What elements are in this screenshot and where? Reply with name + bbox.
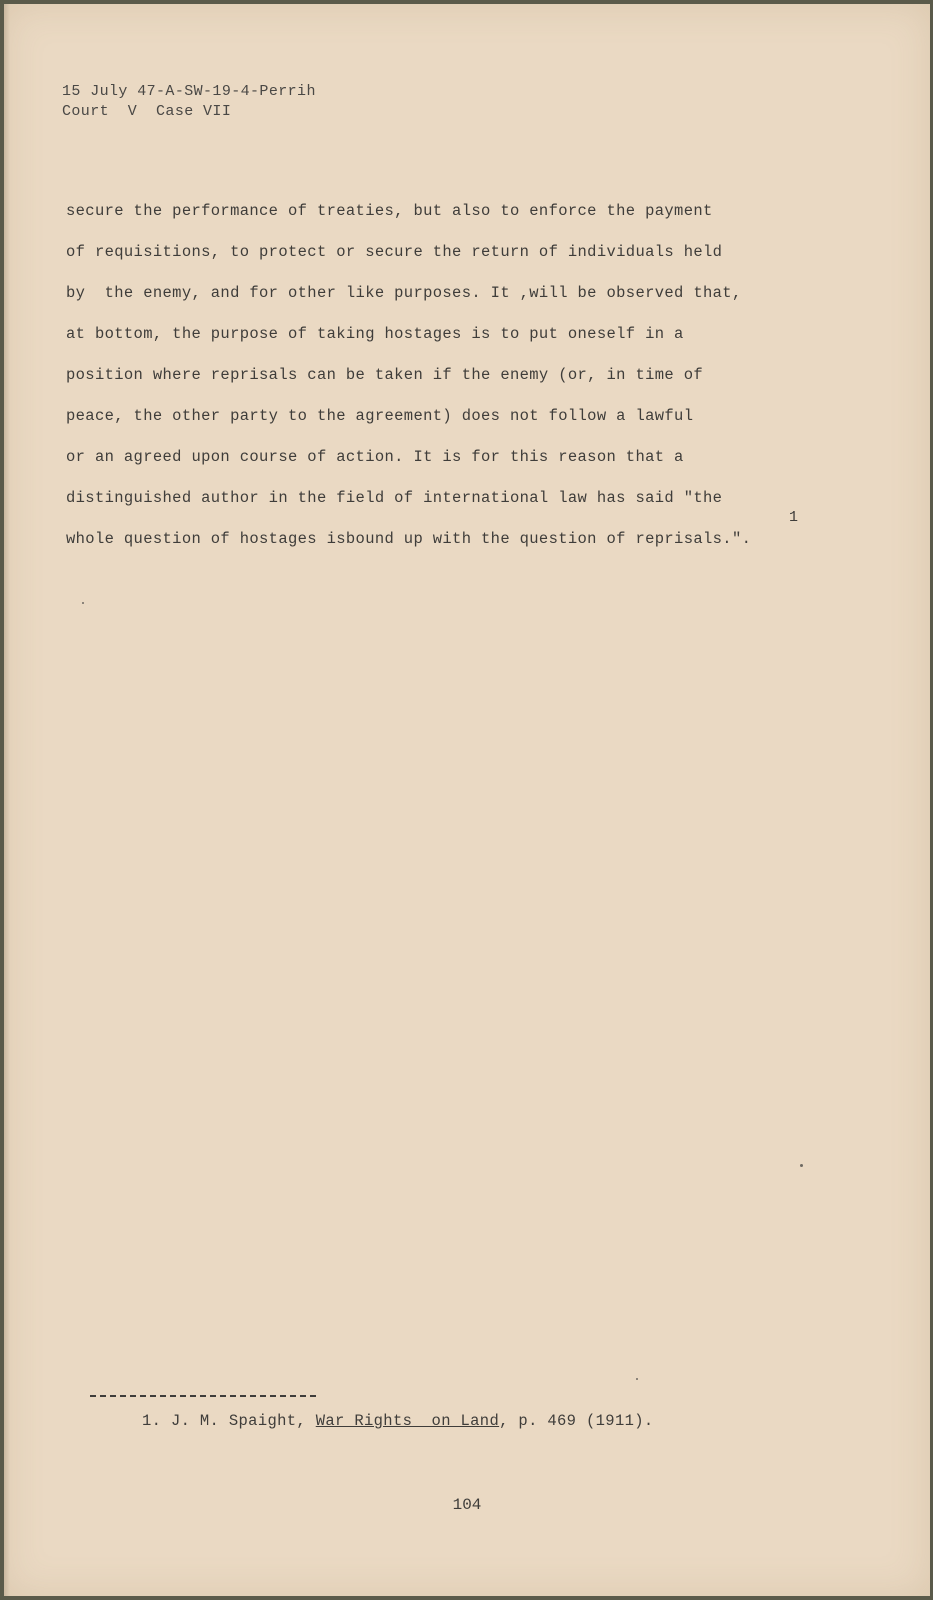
paper-speck	[82, 602, 84, 604]
footnote-title: War Rights on Land	[315, 1412, 500, 1430]
body-paragraph	[66, 202, 806, 571]
body-line: distinguished author in the field of international law has said "the	[66, 489, 723, 507]
footnote	[142, 1412, 654, 1430]
header-court-line: Court V Case VII	[62, 103, 232, 120]
body-line: by the enemy, and for other like purposes. It ,will be observed that,	[66, 284, 742, 302]
footnote-suffix: , p. 469 (1911).	[499, 1412, 654, 1430]
body-line: secure the performance of treaties, but also to enforce the payment	[66, 202, 713, 220]
body-line: whole question of hostages isbound up with the question of reprisals.".	[66, 530, 752, 548]
document-page	[4, 4, 930, 1596]
body-line: at bottom, the purpose of taking hostages is to put oneself in a	[66, 325, 684, 343]
page-number: 104	[452, 1496, 482, 1514]
document-header	[62, 82, 316, 122]
paper-speck	[636, 1378, 638, 1380]
body-line: or an agreed upon course of action. It is for this reason that a	[66, 448, 684, 466]
footnote-divider	[90, 1395, 316, 1397]
paper-speck	[800, 1164, 803, 1167]
body-line: position where reprisals can be taken if the enemy (or, in time of	[66, 366, 703, 384]
header-date-line: 15 July 47-A-SW-19-4-Perrih	[62, 83, 316, 100]
footnote-prefix: 1. J. M. Spaight,	[142, 1412, 316, 1430]
body-line: peace, the other party to the agreement) does not follow a lawful	[66, 407, 694, 425]
body-line: of requisitions, to protect or secure the return of individuals held	[66, 243, 723, 261]
footnote-marker: 1	[789, 509, 799, 526]
